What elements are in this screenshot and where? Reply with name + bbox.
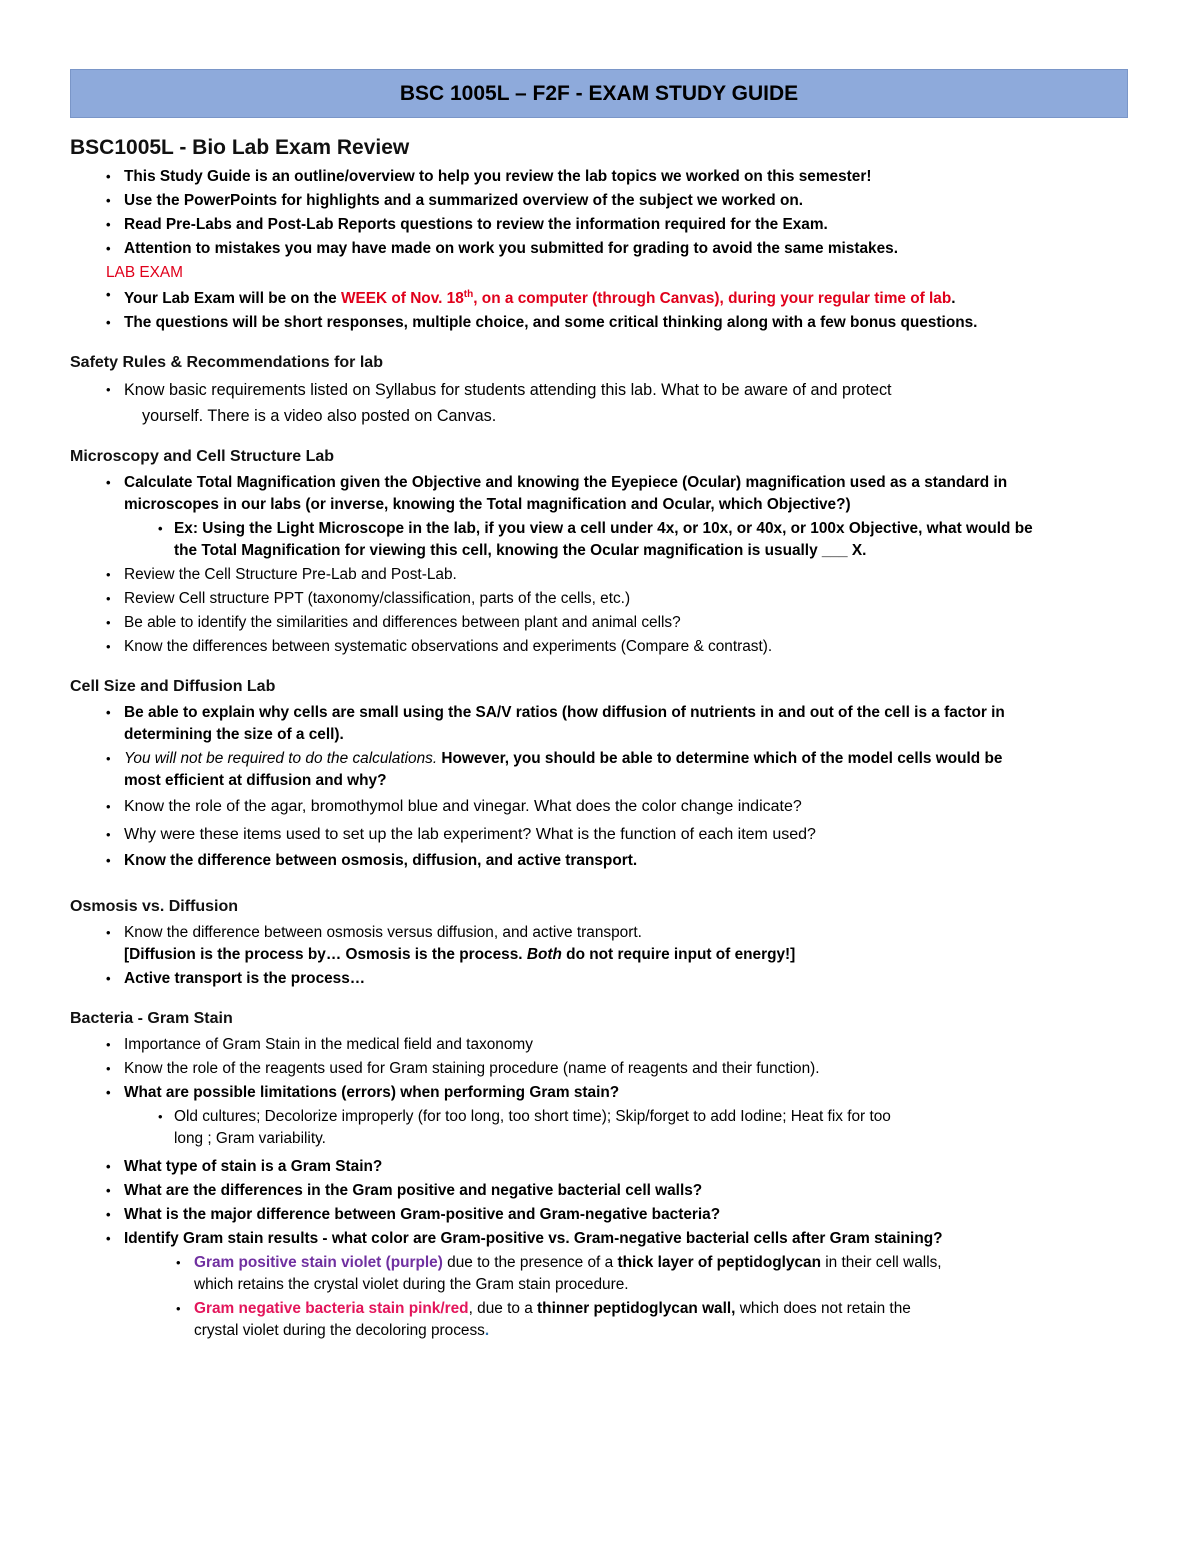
safety-heading: Safety Rules & Recommendations for lab bbox=[70, 354, 383, 372]
exam-week-sup: th bbox=[463, 289, 474, 300]
list-item: • Importance of Gram Stain in the medical field and taxonomy bbox=[70, 1034, 1130, 1056]
list-item: • Know the difference between osmosis, diffusion, and active transport. bbox=[70, 850, 1130, 872]
item-text-bold: thinner peptidoglycan wall, bbox=[537, 1300, 736, 1318]
list-item: • Know the role of the reagents used for Gram staining procedure (name of reagents and their function). bbox=[70, 1058, 1130, 1080]
microscopy-list bbox=[70, 472, 1130, 658]
item-text-cont: long ; Gram variability. bbox=[174, 1130, 326, 1148]
list-item bbox=[70, 518, 1130, 562]
list-item: • Know the differences between systematic observations and experiments (Compare & contrast). bbox=[70, 636, 1130, 658]
item-text: Be able to explain why cells are small using the SA/V ratios (how diffusion of nutrients in and out of the cell is a factor in bbox=[124, 704, 1005, 722]
list-item: • Know the role of the agar, bromothymol blue and vinegar. What does the color change indicate? bbox=[70, 794, 1130, 820]
item-text-cont: crystal violet during the decoloring process bbox=[194, 1322, 485, 1340]
item-text-b: Both bbox=[526, 946, 562, 964]
lab-exam-label: LAB EXAM bbox=[106, 264, 183, 281]
list-item: • Be able to identify the similarities and differences between plant and animal cells? bbox=[70, 612, 1130, 634]
exam-date-item bbox=[70, 284, 1130, 310]
list-item: • What are possible limitations (errors) when performing Gram stain? bbox=[70, 1082, 1130, 1104]
osmosis-heading: Osmosis vs. Diffusion bbox=[70, 898, 239, 916]
exam-week: WEEK of Nov. 18 bbox=[340, 290, 464, 308]
safety-list bbox=[70, 378, 1130, 402]
safety-item-cont: yourself. There is a video also posted on Canvas. bbox=[142, 407, 497, 426]
exam-details: , on a computer (through Canvas), during your regular time of lab bbox=[473, 290, 952, 308]
item-text-a: [Diffusion is the process by… Osmosis is the process. bbox=[124, 946, 527, 964]
review-list bbox=[70, 166, 1130, 260]
list-item bbox=[70, 922, 1130, 966]
exam-date-end: . bbox=[951, 290, 956, 308]
item-text-cont: most efficient at diffusion and why? bbox=[124, 772, 387, 790]
diffusion-lab-heading: Cell Size and Diffusion Lab bbox=[70, 678, 276, 696]
list-item bbox=[70, 748, 1130, 792]
item-text: , due to a bbox=[468, 1300, 538, 1318]
list-item: • The questions will be short responses, multiple choice, and some critical thinking along with a few bonus questions. bbox=[70, 312, 1130, 334]
item-text: Know the difference between osmosis versus diffusion, and active transport. bbox=[124, 924, 642, 942]
item-text-cont: which retains the crystal violet during the Gram stain procedure. bbox=[194, 1276, 629, 1294]
item-text-dot: . bbox=[484, 1322, 490, 1340]
item-text-cont: microscopes in our labs (or inverse, knowing the Total magnification and Ocular, which Objective?) bbox=[124, 496, 851, 514]
gram-heading: Bacteria - Gram Stain bbox=[70, 1010, 233, 1028]
list-item: • Active transport is the process… bbox=[70, 968, 1130, 990]
gram-negative-label: Gram negative bacteria stain pink/red bbox=[194, 1300, 469, 1318]
exam-date-prefix: Your Lab Exam will be on the bbox=[124, 290, 341, 308]
list-item: • Identify Gram stain results - what color are Gram-positive vs. Gram-negative bacterial cells after Gram staining? bbox=[70, 1228, 1130, 1250]
item-text: However, you should be able to determine which of the model cells would be bbox=[437, 750, 1003, 768]
item-text-cont: the Total Magnification for viewing this cell, knowing the Ocular magnification is usually ___ X. bbox=[174, 542, 867, 560]
study-guide-body bbox=[70, 136, 1130, 1344]
item-text: Calculate Total Magnification given the Objective and knowing the Eyepiece (Ocular) magnification used as a standard in bbox=[124, 474, 1008, 492]
list-item bbox=[70, 1106, 1130, 1150]
exam-details-list bbox=[70, 284, 1130, 334]
microscopy-heading: Microscopy and Cell Structure Lab bbox=[70, 448, 335, 466]
gram-positive-label: Gram positive stain violet (purple) bbox=[194, 1254, 443, 1272]
item-text-end: which does not retain the bbox=[735, 1300, 911, 1318]
item-text: due to the presence of a bbox=[442, 1254, 618, 1272]
item-text-italic: You will not be required to do the calculations. bbox=[124, 750, 438, 768]
item-text-cont: determining the size of a cell). bbox=[124, 726, 344, 744]
list-item: • What type of stain is a Gram Stain? bbox=[70, 1156, 1130, 1178]
gram-list bbox=[70, 1034, 1130, 1342]
list-item: • What is the major difference between Gram-positive and Gram-negative bacteria? bbox=[70, 1204, 1130, 1226]
item-text-bold: thick layer of peptidoglycan bbox=[617, 1254, 821, 1272]
list-item bbox=[70, 702, 1130, 746]
gram-positive-item bbox=[70, 1252, 1130, 1296]
list-item: • This Study Guide is an outline/overview to help you review the lab topics we worked on this semester! bbox=[70, 166, 1130, 188]
item-text: Ex: Using the Light Microscope in the lab, if you view a cell under 4x, or 10x, or 40x, or 100x Objective, what would be bbox=[174, 520, 1033, 538]
list-item: • Know basic requirements listed on Syllabus for students attending this lab. What to be aware of and protect bbox=[70, 378, 1130, 402]
gram-negative-item bbox=[70, 1298, 1130, 1342]
list-item: • Why were these items used to set up the lab experiment? What is the function of each item used? bbox=[70, 822, 1130, 848]
item-text-c: do not require input of energy!] bbox=[561, 946, 796, 964]
list-item: • What are the differences in the Gram positive and negative bacterial cell walls? bbox=[70, 1180, 1130, 1202]
list-item: • Use the PowerPoints for highlights and a summarized overview of the subject we worked on. bbox=[70, 190, 1130, 212]
osmosis-list bbox=[70, 922, 1130, 990]
item-text: Old cultures; Decolorize improperly (for too long, too short time); Skip/forget to add Iodine; Heat fix for too bbox=[174, 1108, 891, 1126]
item-text-end: in their cell walls, bbox=[820, 1254, 942, 1272]
list-item: • Review the Cell Structure Pre-Lab and Post-Lab. bbox=[70, 564, 1130, 586]
list-item: • Review Cell structure PPT (taxonomy/classification, parts of the cells, etc.) bbox=[70, 588, 1130, 610]
list-item: • Attention to mistakes you may have made on work you submitted for grading to avoid the same mistakes. bbox=[70, 238, 1130, 260]
title-banner bbox=[70, 69, 1128, 118]
diffusion-lab-list bbox=[70, 702, 1130, 872]
banner-title: BSC 1005L – F2F - EXAM STUDY GUIDE bbox=[399, 81, 799, 105]
list-item bbox=[70, 472, 1130, 516]
review-title: BSC1005L - Bio Lab Exam Review bbox=[70, 136, 410, 159]
list-item: • Read Pre-Labs and Post-Lab Reports questions to review the information required for the Exam. bbox=[70, 214, 1130, 236]
